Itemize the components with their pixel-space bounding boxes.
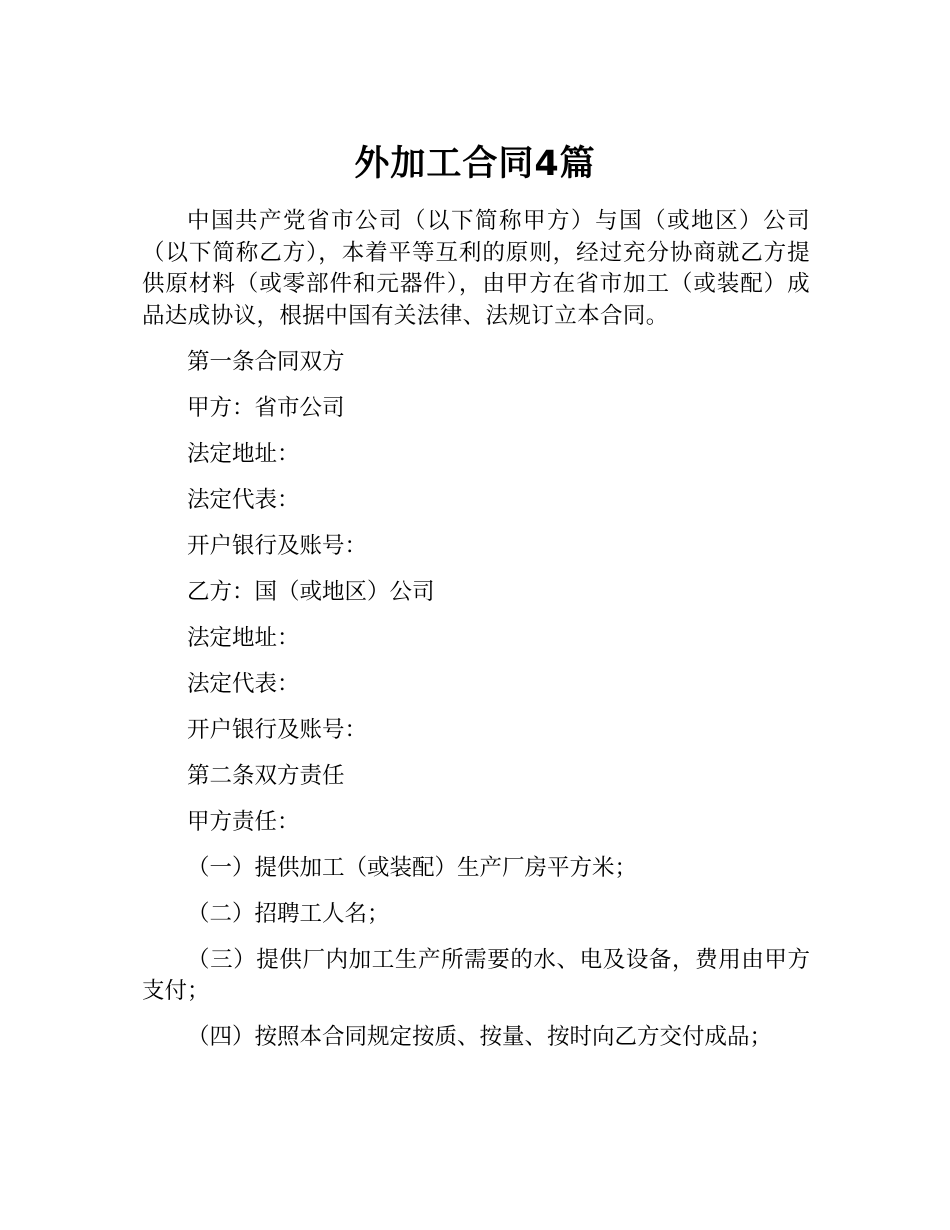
responsibility-item-4: （四）按照本合同规定按质、按量、按时向乙方交付成品； [187,1024,773,1050]
article-1-heading: 第一条合同双方 [187,348,345,375]
party-a-bank-account: 开户银行及账号： [187,532,368,559]
responsibility-item-3: （三）提供厂内加工生产所需要的水、电及设备，费用由甲方支付； [142,946,810,1004]
party-b-address: 法定地址： [187,624,300,651]
responsibility-item-2: （二）招聘工人名； [187,900,390,927]
party-a-name: 甲方：省市公司 [187,394,345,421]
party-b-name: 乙方：国（或地区）公司 [187,578,435,605]
party-b-representative: 法定代表： [187,670,300,697]
party-a-representative: 法定代表： [187,486,300,513]
document-title: 外加工合同4篇 [354,144,596,185]
document-body [142,206,810,1068]
intro-paragraph: 中国共产党省市公司（以下简称甲方）与国（或地区）公司（以下简称乙方），本着平等互利的原则，经过充分协商就乙方提供原材料（或零部件和元器件），由甲方在省市加工（或装配）成品达成协议，根据中国有关法律、法规订立本合同。 [142,208,810,329]
party-a-responsibility-heading: 甲方责任： [187,808,300,835]
article-2-heading: 第二条双方责任 [187,762,345,789]
party-b-bank-account: 开户银行及账号： [187,716,368,743]
responsibility-item-1: （一）提供加工（或装配）生产厂房平方米； [187,854,638,881]
party-a-address: 法定地址： [187,440,300,467]
